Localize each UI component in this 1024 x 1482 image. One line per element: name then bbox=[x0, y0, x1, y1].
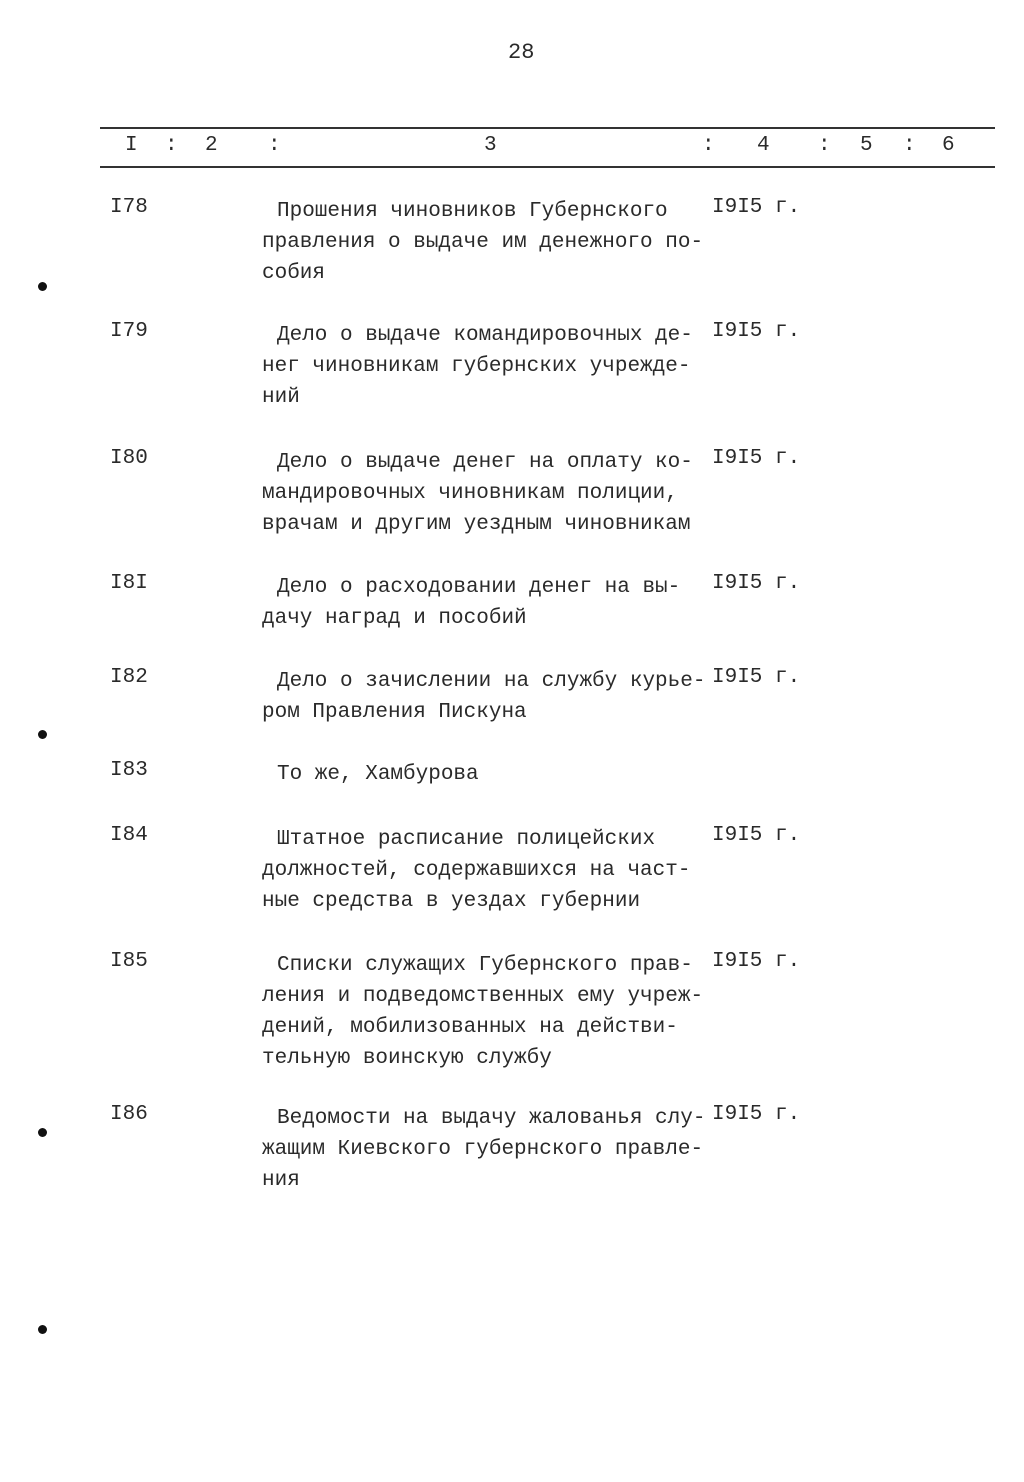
header-col-6: 6 bbox=[942, 134, 955, 157]
entry-year: I9I5 г. bbox=[712, 196, 801, 219]
description-line: дачу наград и пособий bbox=[262, 607, 527, 630]
description-line: То же, Хамбурова bbox=[277, 763, 479, 786]
punch-hole bbox=[38, 1325, 47, 1334]
entry-number: I84 bbox=[110, 824, 148, 847]
punch-hole bbox=[38, 282, 47, 291]
description-line: дений, мобилизованных на действи- bbox=[262, 1016, 678, 1039]
page-number: 28 bbox=[508, 40, 535, 65]
header-sep: : bbox=[165, 134, 178, 157]
header-col-4: 4 bbox=[757, 134, 770, 157]
entry-year: I9I5 г. bbox=[712, 320, 801, 343]
description-line: Прошения чиновников Губернского bbox=[277, 200, 668, 223]
entry-number: I80 bbox=[110, 447, 148, 470]
header-rule-bottom bbox=[100, 166, 995, 168]
entry-year: I9I5 г. bbox=[712, 950, 801, 973]
entry-description bbox=[262, 824, 690, 917]
entry-description bbox=[262, 759, 479, 790]
entry-number: I86 bbox=[110, 1103, 148, 1126]
punch-hole bbox=[38, 730, 47, 739]
description-line: Штатное расписание полицейских bbox=[277, 828, 656, 851]
description-line: ния bbox=[262, 1169, 300, 1192]
description-line: Дело о расходовании денег на вы- bbox=[277, 576, 681, 599]
entry-description bbox=[262, 320, 693, 413]
entry-year: I9I5 г. bbox=[712, 666, 801, 689]
header-sep: : bbox=[268, 134, 281, 157]
entry-number: I85 bbox=[110, 950, 148, 973]
header-col-1: I bbox=[125, 134, 138, 157]
description-line: Ведомости на выдачу жалованья слу- bbox=[277, 1107, 706, 1130]
punch-hole bbox=[38, 1128, 47, 1137]
description-line: ные средства в уездах губернии bbox=[262, 890, 641, 913]
description-line: собия bbox=[262, 262, 326, 285]
entry-description bbox=[262, 572, 680, 634]
description-line: врачам и другим уездным чиновникам bbox=[262, 513, 691, 536]
description-line: ний bbox=[262, 386, 300, 409]
description-line: правления о выдаче им денежного по- bbox=[262, 231, 704, 254]
entry-year: I9I5 г. bbox=[712, 824, 801, 847]
header-rule-top bbox=[100, 127, 995, 129]
description-line: жащим Киевского губернского правле- bbox=[262, 1138, 704, 1161]
entry-description bbox=[262, 950, 703, 1074]
header-col-5: 5 bbox=[860, 134, 873, 157]
description-line: мандировочных чиновникам полиции, bbox=[262, 482, 678, 505]
header-col-2: 2 bbox=[205, 134, 218, 157]
entry-number: I83 bbox=[110, 759, 148, 782]
entry-year: I9I5 г. bbox=[712, 572, 801, 595]
entry-description bbox=[262, 666, 705, 728]
header-sep: : bbox=[702, 134, 715, 157]
entry-year: I9I5 г. bbox=[712, 447, 801, 470]
entry-number: I82 bbox=[110, 666, 148, 689]
entry-number: I79 bbox=[110, 320, 148, 343]
description-line: должностей, содержавшихся на част- bbox=[262, 859, 691, 882]
entry-number: I78 bbox=[110, 196, 148, 219]
description-line: ром Правления Пискуна bbox=[262, 701, 527, 724]
description-line: Списки служащих Губернского прав- bbox=[277, 954, 693, 977]
description-line: Дело о зачислении на службу курье- bbox=[277, 670, 706, 693]
entry-year: I9I5 г. bbox=[712, 1103, 801, 1126]
entry-description bbox=[262, 196, 703, 289]
header-col-3: 3 bbox=[484, 134, 497, 157]
description-line: нег чиновникам губернских учрежде- bbox=[262, 355, 691, 378]
description-line: Дело о выдаче денег на оплату ко- bbox=[277, 451, 693, 474]
entry-description bbox=[262, 447, 693, 540]
header-sep: : bbox=[818, 134, 831, 157]
description-line: Дело о выдаче командировочных де- bbox=[277, 324, 693, 347]
entry-number: I8I bbox=[110, 572, 148, 595]
entry-description bbox=[262, 1103, 705, 1196]
header-sep: : bbox=[903, 134, 916, 157]
description-line: ления и подведомственных ему учреж- bbox=[262, 985, 704, 1008]
description-line: тельную воинскую службу bbox=[262, 1047, 552, 1070]
